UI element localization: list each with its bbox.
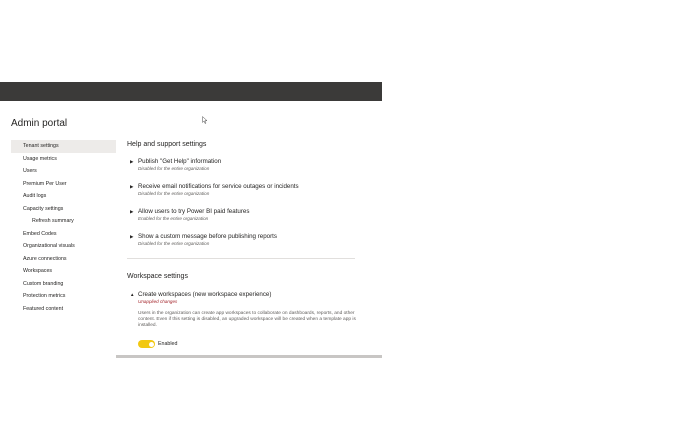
setting-publish-get-help[interactable] — [130, 158, 221, 171]
setting-description: Users in the organization can create app workspaces to collaborate on dashboards, reports, and other content. Even if this setting is disabled, an upgraded workspace will be created when a template app is installed. — [138, 311, 356, 328]
caret-right-icon: ▶ — [130, 233, 134, 239]
sidebar-item-workspaces[interactable]: Workspaces — [23, 268, 53, 274]
caret-up-icon: ▲ — [130, 292, 135, 297]
help-section-title: Help and support settings — [127, 141, 207, 148]
sidebar-item-usage-metrics[interactable]: Usage metrics — [23, 155, 57, 162]
sidebar-item-protection-metrics[interactable]: Protection metrics — [23, 293, 66, 299]
setting-status: Disabled for the entire organization — [138, 191, 210, 196]
setting-email-notifications[interactable] — [130, 183, 299, 196]
unapplied-changes-label: Unapplied changes — [138, 299, 178, 304]
sidebar-item-refresh-summary[interactable]: Refresh summary — [32, 218, 74, 224]
sidebar-nav — [11, 140, 116, 315]
page-title: Admin portal — [11, 118, 68, 129]
top-bar — [0, 82, 382, 101]
sidebar-item-capacity-settings[interactable]: Capacity settings — [23, 205, 64, 212]
setting-create-workspaces[interactable] — [130, 291, 271, 304]
setting-status: Enabled for the entire organization — [138, 216, 209, 221]
caret-right-icon: ▶ — [130, 158, 134, 164]
workspace-section-title: Workspace settings — [127, 273, 188, 280]
setting-name: Publish "Get Help" information — [138, 158, 222, 165]
sidebar-item-featured-content[interactable]: Featured content — [23, 305, 64, 312]
setting-name: Show a custom message before publishing reports — [138, 233, 277, 240]
horizontal-scrollbar[interactable] — [116, 355, 382, 358]
mouse-pointer-icon — [202, 116, 208, 124]
enabled-toggle[interactable] — [138, 340, 155, 348]
sidebar-item-organizational-visuals[interactable]: Organizational visuals — [23, 243, 75, 249]
setting-try-paid-features[interactable] — [130, 208, 249, 221]
sidebar-item-azure-connections[interactable]: Azure connections — [23, 255, 67, 262]
toggle-knob — [149, 342, 154, 347]
setting-name: Receive email notifications for service outages or incidents — [138, 183, 299, 190]
setting-status: Disabled for the entire organization — [138, 241, 210, 246]
sidebar-item-premium-per-user[interactable]: Premium Per User — [23, 180, 67, 187]
setting-custom-message[interactable] — [130, 233, 277, 246]
sidebar-item-custom-branding[interactable]: Custom branding — [23, 280, 64, 287]
sidebar-item-tenant-settings[interactable]: Tenant settings — [11, 140, 116, 153]
setting-name: Create workspaces (new workspace experience) — [138, 291, 272, 298]
caret-right-icon: ▶ — [130, 183, 134, 189]
sidebar-item-embed-codes[interactable]: Embed Codes — [23, 230, 57, 237]
setting-status: Disabled for the entire organization — [138, 166, 210, 171]
caret-right-icon: ▶ — [130, 208, 134, 214]
toggle-label: Enabled — [158, 341, 178, 347]
section-divider — [127, 258, 355, 259]
sidebar-item-users[interactable]: Users — [23, 168, 37, 174]
sidebar-item-audit-logs[interactable]: Audit logs — [23, 193, 47, 199]
setting-name: Allow users to try Power BI paid features — [138, 208, 250, 215]
